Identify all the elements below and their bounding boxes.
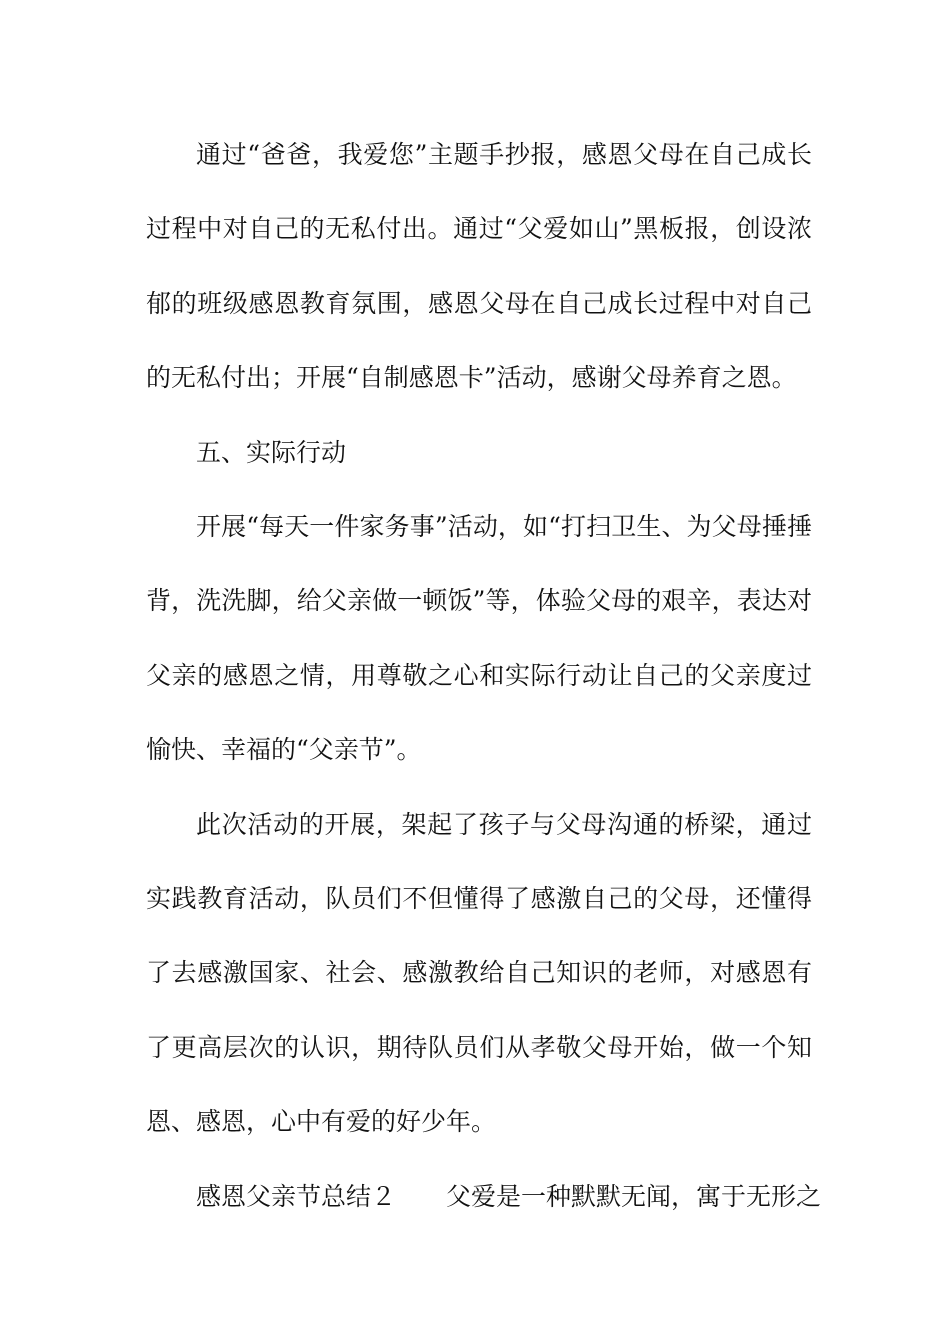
paragraph-housework-activity: 开展“每天一件家务事”活动，如“打扫卫生、为父母捶捶背，洗洗脚，给父亲做一顿饭”等，体验父母的艰辛，表达对父亲的感恩之情，用尊敬之心和实际行动让自己的父亲度过愉快、幸福的“父亲节”。 — [146, 512, 812, 765]
section-heading-practical-action: 五、实际行动 — [196, 437, 347, 467]
closing-gap — [396, 1182, 446, 1211]
document-body — [146, 118, 822, 1234]
closing-line — [146, 1160, 822, 1234]
closing-text: 父爱是一种默默无闻，寓于无形之 — [446, 1181, 822, 1211]
closing-title: 感恩父亲节总结２ — [196, 1181, 397, 1211]
paragraph-activity-summary: 此次活动的开展，架起了孩子与父母沟通的桥梁，通过实践教育活动，队员们不但懂得了感激自己的父母，还懂得了去感激国家、社会、感激教给自己知识的老师，对感恩有了更高层次的认识，期待队员们从孝敬父母开始，做一个知恩、感恩，心中有爱的好少年。 — [146, 809, 812, 1137]
paragraph-handmade-newspaper: 通过“爸爸，我爱您”主题手抄报，感恩父母在自己成长过程中对自己的无私付出。通过“父爱如山”黑板报，创设浓郁的班级感恩教育氛围，感恩父母在自己成长过程中对自己的无私付出；开展“自制感恩卡”活动，感谢父母养育之恩。 — [146, 140, 812, 393]
